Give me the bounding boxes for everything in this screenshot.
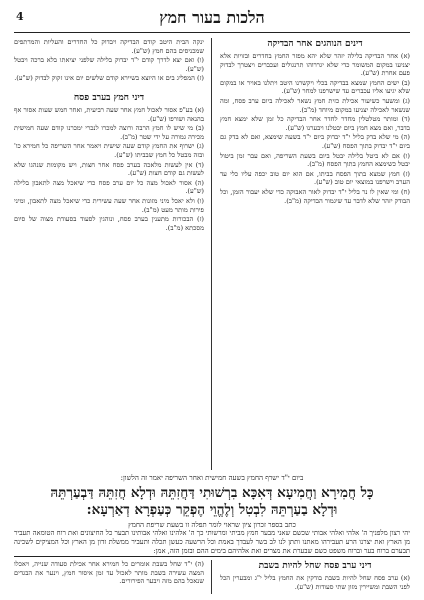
spacer — [14, 84, 204, 92]
bitul-formula-band — [14, 474, 410, 555]
bottom-section-title: דיני ערב פסח שחל להיות בשבת — [258, 561, 372, 571]
page-header — [14, 8, 410, 33]
left-column — [14, 38, 204, 470]
running-title: הלכות בעור חמץ — [159, 8, 265, 27]
paragraph: (ב) ישים החמץ שמצא בבדיקה בכלי ויקשרנו היטב ויתלנו באויר או במקום שלא יגיעו אליו עכברים עד שישרפנו למחר (ש"ע). — [220, 78, 410, 96]
page — [14, 8, 410, 594]
prayer-intro: כתב בספר זכרון ציון שראוי לומר תפלה זו בשעת שריפת החמץ — [128, 521, 296, 529]
paragraph: (א) אחר הבדיקה בלילה יזהר שלא יהא מפזר החמץ בחדרים ובזויות אלא יצניעו במקום המשומר כדי שלא יגררוהו תרנגולים ועכברים ויצטרך לבדוק פעם אחרת (ש"ע). — [220, 52, 410, 78]
bottom-right-column — [220, 560, 410, 594]
column-divider — [211, 560, 212, 594]
paragraph: (ד) אין לעשות מלאכה בערב פסח אחר חצות, ויש מקומות שנהגו שלא לעשות גם קודם חצות (ש"ע). — [14, 160, 204, 178]
paragraph: (ז) חמץ שמצא בתוך הפסח בביתו, אם הוא יום טוב יכפה עליו כלי עד הערב וישרפנו במוצאי יום טוב (ש"ע). — [220, 169, 410, 187]
paragraph: ינקה הבית היטב קודם הבדיקה ויבדוק כל החדרים והעליות והמרתפים שמכניסים בהם חמץ (ש"ע). — [14, 38, 204, 55]
formula-line-1: כָּל חֲמִירָא וַחֲמִיעָא דְּאִכָּא בִרְשׁוּתִי דַּחֲזִתֵּהּ וּדְלָא חֲזִתֵּהּ דַּבְעַרְתֵּהּ — [50, 485, 374, 501]
paragraph: (ד) ומותר מטלטלין מחדר לחדר אחר הבדיקה כל זמן שלא ימצא חמץ בדבר, ואם מצא חמץ ביום יבטלנו ויבערנו (ש"ע). — [220, 115, 410, 132]
paragraph: (ה) מי שלא בדק בליל י"ד יבדוק ביום י"ד בשעה שימצא, ואם לא בדק גם ביום י"ד יבדוק בתוך הפסח (ש"ע). — [220, 133, 410, 150]
bottom-two-column — [14, 560, 410, 594]
right-column — [220, 38, 410, 470]
paragraph: (ג) ומשער כשיעור אכילת כזית חמץ נשאר לאכילה ביום ערב פסח, ומה שנשאר לאכילה יצניעו במקום מיוחד (מ"ב). — [220, 96, 410, 114]
paragraph: (ח) ומי שאין לו נר בליל י"ד יבדוק לאור האבוקה כדי שלא יעבור הזמן, וכל הבודק יזהר שלא לדבר עד שיגמור הבדיקה (מ"ב). — [220, 187, 410, 205]
paragraph: (ה) אסור לאכול מצה כל יום ערב פסח כדי שיאכל מצה לתאבון בלילה (ש"ע). — [14, 178, 204, 196]
left-section-title: דיני חמץ בערב פסח — [73, 92, 145, 103]
paragraph: (ו) אם לא ביטל בלילה יבטל ביום בשעת השריפה, ואם עבר זמן ביטול יבטל כשימצא החמץ בתוך הפסח (מ"ב). — [220, 151, 410, 169]
paragraph: (ה) י"ד שחל בשבת אומרים כל חמירא אחר אכילת סעודה שנייה, ויאכלו המצה עשירה בשבת מותר לאכול עד זמן איסור חמץ, וינער את הבגדים שנאכל בהם מזה ויבער הפירורים. — [14, 560, 204, 586]
page-number: 4 — [16, 10, 24, 23]
paragraph: (א) ערב פסח שחל להיות בשבת בודקין את החמץ בליל י"ג ומבערין הכל לפני השבת ומשיירין מזון שתי סעודות (ש"ע). — [220, 574, 410, 591]
formula-intro: ביום י"ד ישרף החמץ בשעה חמישית ואחר השריפה יאמר זה הלשון: — [120, 474, 304, 482]
paragraph: (ו) ואם יצא לדרך קודם י"ד יבדוק בלילה שלפני יציאתו בלא ברכה ויבטל (ש"ע). — [14, 56, 204, 73]
paragraph: (ג) ישרוף את החמץ קודם שעה שישית ויאמר אחר השריפה כל חמירא כו' ובזה מבטל כל חמץ שבביתו (ש"ע). — [14, 142, 204, 159]
paragraph: (א) בע"פ אסור לאכול חמץ אחר שעה רביעית, ואחר חמש שעות אסור אף בהנאה ושורפו (ש"ע). — [14, 105, 204, 123]
right-section-title: דינים הנוהגים אחר הבדיקה — [267, 39, 363, 49]
paragraph: (ו) ולא יאכל מיני מזונות אחר שעה עשירית כדי שיאכל מצה לתאבון, ומיני פירות מותר מעט (מ"ב). — [14, 196, 204, 214]
paragraph: (ז) המפליג בים או היוצא בשיירא קודם שלשים יום אינו זקוק לבדוק (ש"ע). — [14, 74, 204, 83]
two-column-body — [14, 38, 410, 470]
column-divider — [211, 38, 212, 470]
formula-line-2: וּדְלָא בַעַרְתֵּהּ לִבְטִל וְלֶהֱוֵי הֶפְקֵר כְּעַפְרָא דְאַרְעָא: — [86, 502, 338, 518]
bottom-left-column — [14, 560, 204, 594]
paragraph: (ז) הבכורות מתענין בערב פסח, ונוהגין לסעוד בסעודת מצוה של סיום מסכתא (מ"ב). — [14, 215, 204, 232]
prayer-text: יהי רצון מלפניך ה' אלהי ואלהי אבותי שכשם שאני מבער חמץ מביתי ומרשותי כך ה' אלהינו ואלהי אבותינו תבער כל החיצונים ואת רוח הטומאה תעביר מן הארץ ואת יצרנו הרע תעבירהו מאתנו ותתן לנו לב בשר לעבדך באמת וכל הרשעה כעשן תכלה ותעביר ממשלת זדון מן הארץ וכל המציקים לשכינה תבערם ברוח בער וברוח משפט כשם שבערת את מצרים ואת אלהיהם בימים ההם ובזמן הזה, אמן: — [14, 529, 410, 555]
section-divider — [14, 556, 410, 557]
paragraph: (ב) מי שיש לו חמץ הרבה ורוצה למכרו לנכרי ימכרנו קודם שעה חמישית מכירה גמורה על ידי שטר (מ"ב). — [14, 124, 204, 141]
